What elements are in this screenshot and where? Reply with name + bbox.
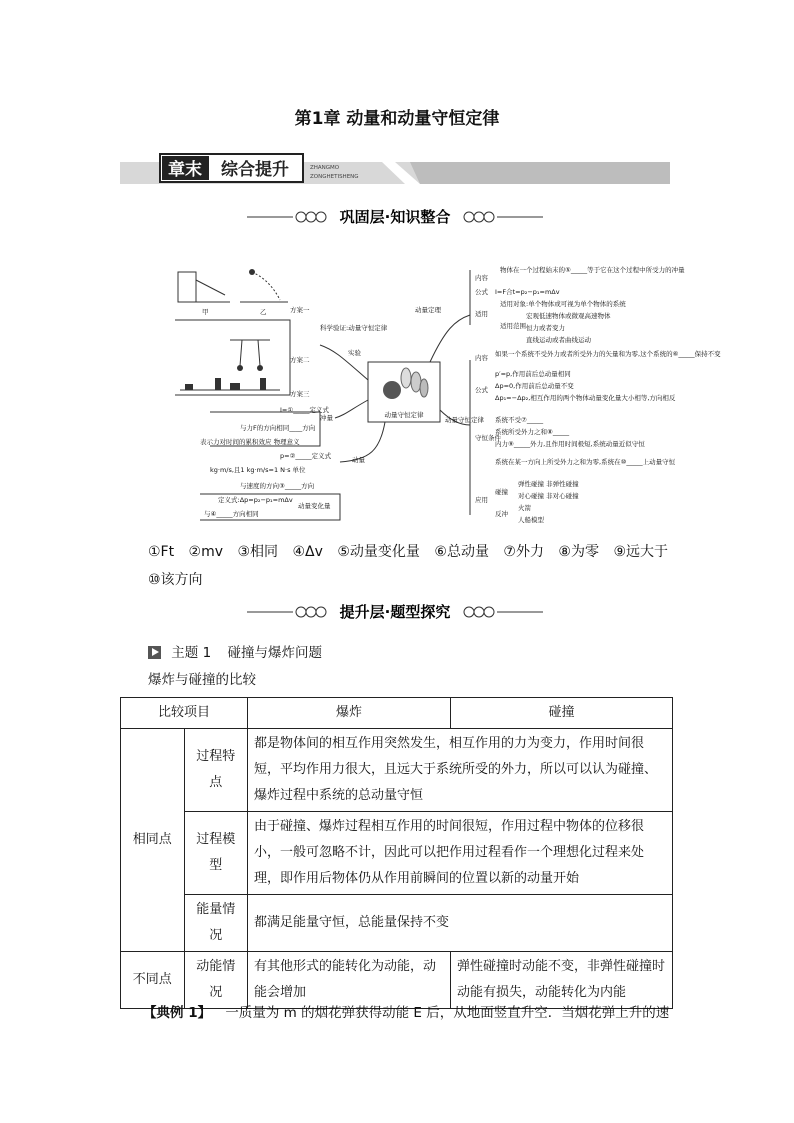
label-content-2: 内容 xyxy=(475,354,488,362)
condition-item-3: 内力⑨_____外力,且作用时间极短,系统动量近似守恒 xyxy=(495,440,645,448)
topic-name: 碰撞与爆炸问题 xyxy=(227,645,322,661)
table-header-row xyxy=(121,698,673,729)
apply-scope: 适用范围 xyxy=(500,322,526,330)
content-2: 如果一个系统不受外力或者所受外力的矢量和为零,这个系统的⑥_____保持不变 xyxy=(495,350,721,358)
chapter-banner xyxy=(120,154,670,184)
row-item: 过程模型 xyxy=(184,812,248,895)
apply-item-1: 适用对象:单个物体或可视为单个物体的系统 xyxy=(500,300,626,308)
fig-label-yi: 乙 xyxy=(260,308,267,316)
answer-10: ⑩该方向 xyxy=(148,572,203,588)
answer-5: ⑤动量变化量 xyxy=(337,544,420,560)
center-node: 动量守恒定律 xyxy=(384,411,424,419)
row-text: 都满足能量守恒，总能量保持不变 xyxy=(248,895,673,952)
collision-label: 碰撞 xyxy=(495,488,508,496)
momentum-item-1: p=②_____定义式 xyxy=(280,452,332,460)
recoil-label: 反冲 xyxy=(495,510,508,518)
answer-8: ⑧为零 xyxy=(558,544,599,560)
answer-2: ②mv xyxy=(188,544,224,560)
answer-1: ①Ft xyxy=(148,544,175,560)
condition-item-1: 系统不受⑦_____ xyxy=(495,416,544,424)
label-content-1: 内容 xyxy=(475,274,488,282)
collision-item-2: 对心碰撞 非对心碰撞 xyxy=(518,492,579,500)
diff-label: 不同点 xyxy=(121,952,185,1009)
section-heading-1 xyxy=(245,205,545,229)
example-line xyxy=(143,1001,669,1021)
table-row xyxy=(121,729,673,812)
formula-1: I=F合t=p₂−p₁=mΔv xyxy=(495,288,560,296)
scheme-3: 方案三 xyxy=(290,390,310,398)
formula-item-1: p′=p,作用前后总动量相同 xyxy=(495,370,571,378)
answer-6: ⑥总动量 xyxy=(434,544,489,560)
scheme-1: 方案一 xyxy=(290,306,310,314)
example-label: 【典例 1】 xyxy=(143,1005,212,1021)
scheme-2: 方案二 xyxy=(290,356,310,364)
momentum-item-2: kg·m/s,且1 kg·m/s=1 N·s 单位 xyxy=(210,466,306,474)
section-heading-2 xyxy=(245,600,545,624)
condition-item-2: 系统所受外力之和⑧_____ xyxy=(495,428,570,436)
header-explosion: 爆炸 xyxy=(248,698,451,729)
banner-pinyin-2: ZONGHETISHENG xyxy=(310,174,359,180)
verify-label: 科学验证:动量守恒定律 xyxy=(320,324,388,332)
topic-heading xyxy=(148,641,322,661)
banner-main-b: 综合提升 xyxy=(221,160,289,180)
change-item-1: 定义式:Δp=p₂−p₁=mΔv xyxy=(218,496,293,504)
label-use: 应用 xyxy=(475,496,488,504)
header-item: 比较项目 xyxy=(121,698,248,729)
answer-4: ④Δv xyxy=(292,544,323,560)
formula-item-3: Δp₁=−Δp₂,相互作用的两个物体动量变化量大小相等,方向相反 xyxy=(495,394,676,402)
banner-main-a: 章末 xyxy=(168,160,202,180)
table-row xyxy=(121,895,673,952)
diff-collision: 弹性碰撞时动能不变，非弹性碰撞时动能有损失，动能转化为内能 xyxy=(451,952,673,1009)
row-item: 能量情况 xyxy=(184,895,248,952)
section-title-2: 提升层·题型探究 xyxy=(339,603,451,621)
row-item: 过程特点 xyxy=(184,729,248,812)
recoil-item-2: 人船模型 xyxy=(518,516,544,524)
table-row xyxy=(121,812,673,895)
branch-experiment: 实验 xyxy=(348,349,361,357)
comparison-table xyxy=(120,697,673,1009)
formula-item-2: Δp=0,作用前后总动量不变 xyxy=(495,382,574,390)
branch-impulse: 冲量 xyxy=(320,414,333,422)
table-row xyxy=(121,952,673,1009)
knowledge-mindmap xyxy=(170,250,721,530)
table-subtitle: 爆炸与碰撞的比较 xyxy=(148,672,256,688)
collision-item-1: 弹性碰撞 非弹性碰撞 xyxy=(518,480,579,488)
change-label: 动量变化量 xyxy=(298,502,331,510)
label-apply: 适用 xyxy=(475,310,488,318)
apply-item-4: 直线运动或者曲线运动 xyxy=(526,336,591,344)
impulse-item-1: I=①_____定义式 xyxy=(280,406,329,414)
banner-pinyin-1: ZHANGMO xyxy=(310,165,340,171)
label-formula-2: 公式 xyxy=(475,386,488,394)
play-icon xyxy=(148,646,161,659)
change-item-2: 与④_____方向相同 xyxy=(204,510,259,518)
same-label: 相同点 xyxy=(121,729,185,952)
answer-list xyxy=(148,538,708,594)
answer-3: ③相同 xyxy=(237,544,279,560)
momentum-item-3: 与速度的方向③_____方向 xyxy=(240,482,315,490)
answer-9: ⑨远大于 xyxy=(613,544,668,560)
example-text: 一质量为 m 的烟花弹获得动能 E 后，从地面竖直升空．当烟花弹上升的速 xyxy=(225,1005,670,1021)
label-formula-1: 公式 xyxy=(475,288,488,296)
apply-item-2: 宏观低速物体或微观高速物体 xyxy=(526,312,611,320)
conservation-label: 动量守恒定律 xyxy=(445,416,484,424)
row-text: 都是物体间的相互作用突然发生，相互作用的力为变力，作用时间很短，平均作用力很大，且远大于系统所受的外力，所以可以认为碰撞、爆炸过程中系统的总动量守恒 xyxy=(248,729,673,812)
section-title-1: 巩固层·知识整合 xyxy=(339,208,451,226)
fig-label-jia: 甲 xyxy=(202,308,209,316)
content-1: 物体在一个过程始末的⑤_____等于它在这个过程中所受力的冲量 xyxy=(500,266,685,274)
diff-explosion: 有其他形式的能转化为动能，动能会增加 xyxy=(248,952,451,1009)
row-item: 动能情况 xyxy=(184,952,248,1009)
branch-momentum: 动量 xyxy=(352,456,365,464)
theorem-label: 动量定理 xyxy=(415,306,441,314)
topic-label: 主题 1 xyxy=(171,645,212,661)
impulse-item-3: 表示力对时间的累积效应 物理意义 xyxy=(200,438,300,446)
row-text: 由于碰撞、爆炸过程相互作用的时间很短，作用过程中物体的位移很小，一般可忽略不计，因此可以把作用过程看作一个理想化过程来处理，即作用后物体仍从作用前瞬间的位置以新的动量开始 xyxy=(248,812,673,895)
answer-7: ⑦外力 xyxy=(503,544,544,560)
recoil-item-1: 火箭 xyxy=(518,504,531,512)
header-collision: 碰撞 xyxy=(451,698,673,729)
impulse-item-2: 与力F的方向相同____方向 xyxy=(240,424,316,432)
condition-label: 守恒条件 xyxy=(475,434,501,442)
experiment-figure xyxy=(178,269,288,390)
apply-item-3: 恒力或者变力 xyxy=(526,324,565,332)
condition-item-4: 系统在某一方向上所受外力之和为零,系统在⑩_____上动量守恒 xyxy=(495,458,676,466)
page-title: 第1章 动量和动量守恒定律 xyxy=(294,109,500,129)
